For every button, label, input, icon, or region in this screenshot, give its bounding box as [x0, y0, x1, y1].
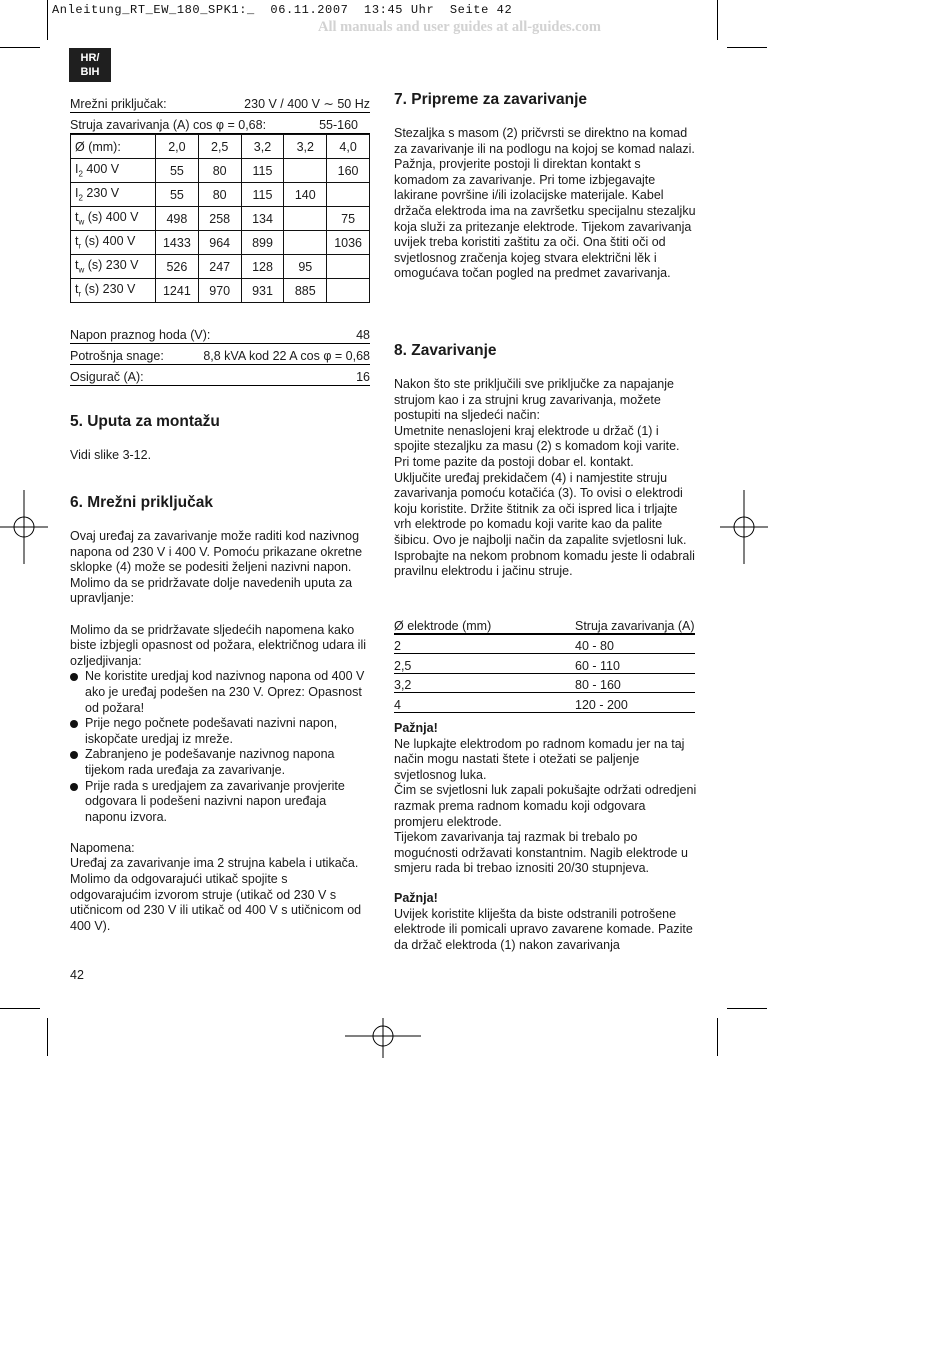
- table-cell: 60 - 110: [575, 654, 695, 674]
- note-label: Napomena:: [70, 840, 135, 855]
- table-cell: Ø (mm):: [71, 135, 156, 159]
- list-item: Prije nego počnete podešavati nazivni napon, iskopčate uredjaj iz mreže.: [70, 716, 370, 747]
- row-header-cell: [71, 159, 156, 183]
- spec-label: Potrošnja snage:: [70, 349, 164, 363]
- table-cell: 1433: [156, 231, 199, 255]
- table-cell: 899: [241, 231, 284, 255]
- table-cell: [284, 159, 327, 183]
- row-symbol: t: [75, 210, 79, 225]
- row-header-cell: [71, 183, 156, 207]
- row-symbol: I: [75, 186, 79, 201]
- section-6-title: 6. Mrežni priključak: [70, 494, 213, 511]
- paragraph: Čim se svjetlosni luk zapali pokušajte održati odredjeni razmak prema radnom komadu koji odgovara promjeru elektrode.: [394, 783, 697, 829]
- row-label: (s) 230 V: [81, 282, 136, 297]
- language-badge-line1: HR/: [80, 52, 100, 64]
- crop-mark: [727, 1008, 767, 1009]
- paragraph: Nakon što ste priključili sve priključke za napajanje strujom kao i za strujni krug zavarivanja, možete postupiti na sljedeći način:: [394, 377, 674, 423]
- spec-label: Napon praznog hoda (V):: [70, 328, 211, 342]
- warning-block-2: [394, 891, 698, 953]
- table-cell: 964: [198, 231, 241, 255]
- table-cell: Struja zavarivanja (A): [575, 614, 695, 634]
- list-item: Prije rada s uredjajem za zavarivanje provjerite odgovara li podešeni nazivni napon uređaja naponu izvora.: [70, 779, 370, 826]
- spec-current-row: [70, 113, 370, 134]
- table-header-row: [71, 135, 370, 159]
- table-row: [71, 183, 370, 207]
- row-subscript: w: [78, 265, 85, 275]
- table-cell: 3,2: [394, 673, 575, 693]
- row-symbol: I: [75, 162, 79, 177]
- table-cell: 95: [284, 255, 327, 279]
- warning-block-1: [394, 721, 698, 877]
- crop-mark: [717, 0, 718, 40]
- row-label: 230 V: [82, 186, 120, 201]
- section-8-title: 8. Zavarivanje: [394, 342, 497, 359]
- spec-label: Mrežni priključak:: [70, 97, 167, 111]
- spec-power-row: [70, 344, 370, 365]
- section-5-text: [70, 448, 370, 464]
- table-cell: 970: [198, 279, 241, 303]
- spec-value: 16: [356, 370, 370, 384]
- table-cell: [327, 255, 370, 279]
- table-cell: 3,2: [284, 135, 327, 159]
- table-cell: [327, 279, 370, 303]
- table-cell: 40 - 80: [575, 634, 695, 654]
- paragraph: Umetnite nenaslojeni kraj elektrode u držač (1) i spojite stezaljku za masu (2) s komadom koji varite. Pri tome pazite da postoji dobar el. kontakt.: [394, 423, 680, 469]
- table-cell: 498: [156, 207, 199, 231]
- row-subscript: r: [78, 241, 82, 251]
- paragraph: Stezaljka s masom (2) pričvrsti se direktno na komad za zavarivanje ili na podlogu na kojoj se komad nalazi.: [394, 126, 695, 156]
- registration-mark-icon: [345, 1018, 421, 1058]
- paragraph: Molimo da se pridržavate sljedećih napomena kako biste izbjegli opasnost od požara, električnog udara ili ozljedjivanja:: [70, 622, 367, 668]
- paragraph: Ne lupkajte elektrodom po radnom komadu jer na taj način mogu nastati štete i otežati se paljenje svjetlosnog luka.: [394, 736, 685, 782]
- row-symbol: t: [75, 282, 79, 297]
- table-cell: 134: [241, 207, 284, 231]
- safety-bullet-list: [70, 669, 370, 825]
- row-header-cell: [71, 231, 156, 255]
- table-row: [71, 279, 370, 303]
- section-6-body: [70, 529, 370, 934]
- table-cell: 55: [156, 159, 199, 183]
- table-cell: 55: [156, 183, 199, 207]
- crop-mark: [0, 47, 40, 48]
- spec-label: Osigurač (A):: [70, 370, 144, 384]
- table-row: [71, 255, 370, 279]
- table-cell: 4,0: [327, 135, 370, 159]
- list-item: Zabranjeno je podešavanje nazivnog napona tijekom rada uređaja za zavarivanje.: [70, 747, 370, 778]
- paragraph: Uređaj za zavarivanje ima 2 strujna kabela i utikača. Molimo da odgovarajući utikač spojite s odgovarajućim izvorom struje (utikač od 230 V s utičnicom od 230 V ili utikač od 400 V s utičnicom od 400 V).: [70, 856, 362, 933]
- row-symbol: t: [75, 258, 79, 273]
- spec-value: 55-160: [319, 118, 358, 132]
- row-symbol: t: [75, 234, 79, 249]
- spec-value: 48: [356, 328, 370, 342]
- language-badge: [69, 48, 111, 82]
- paragraph: Uvijek koristite kliješta da biste odstranili potrošene elektrode ili pomicali upravo zavarene komade. Pazite da držač elektroda (1) nakon zavarivanja: [394, 906, 693, 952]
- print-file-header: Anleitung_RT_EW_180_SPK1:_ 06.11.2007 13:45 Uhr Seite 42: [52, 3, 513, 17]
- paragraph: Vidi slike 3-12.: [70, 448, 152, 462]
- registration-mark-icon: [0, 490, 48, 564]
- table-cell: 526: [156, 255, 199, 279]
- table-cell: 247: [198, 255, 241, 279]
- table-cell: 120 - 200: [575, 693, 695, 713]
- table-cell: 115: [241, 183, 284, 207]
- watermark-text: All manuals and user guides at all-guides.com: [318, 19, 601, 35]
- table-cell: 258: [198, 207, 241, 231]
- row-subscript: w: [78, 217, 85, 227]
- crop-mark: [727, 47, 767, 48]
- table-cell: 931: [241, 279, 284, 303]
- welding-data-table: [70, 134, 370, 303]
- row-label: (s) 400 V: [84, 210, 139, 225]
- paragraph: Isprobajte na nekom probnom komadu jeste li odabrali pravilnu elektrodu i jačinu struje.: [394, 548, 695, 579]
- list-item: Ne koristite uredjaj kod nazivnog napona od 400 V ako je uređaj podešen na 230 V. Oprez: Opasnost od požara!: [70, 669, 370, 716]
- page-number: 42: [70, 968, 84, 982]
- row-header-cell: [71, 279, 156, 303]
- table-cell: [284, 231, 327, 255]
- crop-mark: [0, 1008, 40, 1009]
- row-header-cell: [71, 255, 156, 279]
- electrode-current-table: [394, 614, 695, 713]
- row-label: (s) 230 V: [84, 258, 139, 273]
- crop-mark: [717, 1018, 718, 1056]
- table-row: [394, 654, 695, 674]
- row-subscript: 2: [78, 169, 83, 179]
- table-cell: 2,5: [394, 654, 575, 674]
- row-header-cell: [71, 207, 156, 231]
- table-cell: 3,2: [241, 135, 284, 159]
- table-cell: 1036: [327, 231, 370, 255]
- table-cell: [284, 207, 327, 231]
- table-cell: 80: [198, 159, 241, 183]
- language-badge-line2: BIH: [80, 66, 100, 78]
- table-row: [394, 693, 695, 713]
- spec-idle-voltage-row: [70, 323, 370, 344]
- table-cell: 4: [394, 693, 575, 713]
- row-subscript: 2: [78, 193, 83, 203]
- table-cell: Ø elektrode (mm): [394, 614, 575, 634]
- paragraph: Tijekom zavarivanja taj razmak bi trebalo po mogućnosti održavati konstantnim. Nagib elektrode u smjeru rada bi trebao iznositi 20/30 stupnjeva.: [394, 830, 688, 876]
- row-label: 400 V: [82, 162, 120, 177]
- section-7-title: 7. Pripreme za zavarivanje: [394, 91, 588, 108]
- table-cell: 80 - 160: [575, 673, 695, 693]
- section-5-title: 5. Uputa za montažu: [70, 413, 220, 430]
- table-cell: 140: [284, 183, 327, 207]
- spec-value: 230 V / 400 V ∼ 50 Hz: [244, 97, 370, 111]
- row-label: (s) 400 V: [81, 234, 136, 249]
- spec-value: 8,8 kVA kod 22 A cos φ = 0,68: [203, 349, 370, 363]
- table-cell: 2,0: [156, 135, 199, 159]
- table-cell: 115: [241, 159, 284, 183]
- table-row: [394, 673, 695, 693]
- table-cell: 885: [284, 279, 327, 303]
- warning-label: Pažnja!: [394, 721, 438, 735]
- crop-mark: [47, 1018, 48, 1056]
- crop-mark: [47, 0, 48, 40]
- section-8-body: [394, 377, 698, 580]
- table-cell: [327, 183, 370, 207]
- registration-mark-icon: [720, 490, 768, 564]
- table-cell: 128: [241, 255, 284, 279]
- table-cell: 1241: [156, 279, 199, 303]
- spec-fuse-row: [70, 365, 370, 386]
- spec-label: Struja zavarivanja (A) cos φ = 0,68:: [70, 118, 267, 132]
- table-cell: 160: [327, 159, 370, 183]
- table-cell: 75: [327, 207, 370, 231]
- paragraph: Ovaj uređaj za zavarivanje može raditi kod nazivnog napona od 230 V i 400 V. Pomoću prikazane okretne sklopke (4) može se podesiti željeni nazivni napon. Molimo da se pridržavate dolje navedenih uputa za upravljanje:: [70, 529, 363, 606]
- section-7-body: [394, 126, 698, 282]
- paragraph: Uključite uređaj prekidačem (4) i namjestite struju zavarivanja pomoću kotačića (3). To ovisi o elektrodi koju koristite. Držite štitnik za oči ispred lica i trljajte vrh elektrode po komadu koji varite kao da palite šibicu. Ovo je najbolji način da zapalite svjetlosni luk.: [394, 470, 687, 547]
- table-cell: 80: [198, 183, 241, 207]
- warning-label: Pažnja!: [394, 891, 438, 905]
- table-cell: 2,5: [198, 135, 241, 159]
- table-header-row: [394, 614, 695, 634]
- row-subscript: r: [78, 289, 82, 299]
- table-cell: 2: [394, 634, 575, 654]
- paragraph: Pažnja, provjerite postoji li direktan kontakt s komadom za zavarivanje. Pri tome izbjegavajte lakirane površine i/ili izolacijske materijale. Kabel držača elektroda ima na završetku specijalnu stezaljku koja služi za pritezanje elektrode. Tijekom zavarivanja uvijek treba koristiti zaštitu za oči. Ona štiti oči od svjetlosnog zračenja kojeg stvara električni lěk i omogućava točan pogled na predmet zavarivanja.: [394, 157, 696, 281]
- table-row: [71, 159, 370, 183]
- table-row: [394, 634, 695, 654]
- spec-mains-row: [70, 92, 370, 113]
- table-row: [71, 231, 370, 255]
- table-row: [71, 207, 370, 231]
